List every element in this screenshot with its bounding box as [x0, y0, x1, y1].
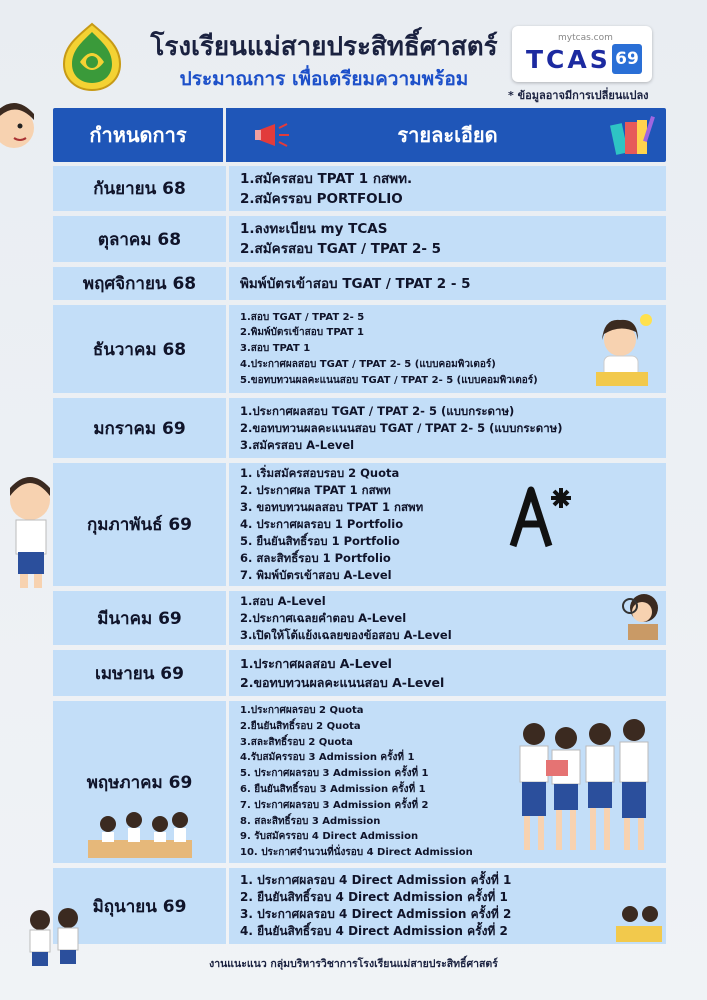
schedule-row: [53, 216, 666, 262]
detail-item: 10. ประกาศจำนวนที่นั่งรอบ 4 Direct Admission: [240, 847, 473, 859]
header-schedule: กำหนดการ: [53, 108, 226, 162]
detail-item: 2. ยืนยันสิทธิ์รอบ 4 Direct Admission ครั้งที่ 1: [240, 890, 508, 904]
disclaimer-note: * ข้อมูลอาจมีการเปลี่ยนแปลง: [508, 89, 649, 102]
students-desk-icon: [88, 806, 192, 862]
detail-item: 2.สมัครสอบ TGAT / TPAT 2- 5: [240, 241, 442, 257]
detail-item: 5. ประกาศผลรอบ 3 Admission ครั้งที่ 1: [240, 768, 429, 780]
detail-item: 1. เริ่มสมัครสอบรอบ 2 Quota: [240, 466, 400, 480]
detail-cell: [229, 650, 666, 696]
schedule-row: [53, 868, 666, 944]
detail-cell: [229, 216, 666, 262]
tcas-site: mytcas.com: [558, 33, 613, 43]
page-subtitle: ประมาณการ เพื่อเตรียมความพร้อม: [179, 68, 469, 90]
month-cell: มิถุนายน 69: [53, 868, 226, 944]
month-cell: มกราคม 69: [53, 398, 226, 458]
month-cell: ธันวาคม 68: [53, 305, 226, 393]
detail-item: 3. ประกาศผลรอบ 4 Direct Admission ครั้งที่ 2: [240, 907, 512, 921]
detail-item: 1.ประกาศผลรอบ 2 Quota: [240, 705, 364, 717]
month-cell: กุมภาพันธ์ 69: [53, 463, 226, 586]
detail-item: 4. ประกาศผลรอบ 1 Portfolio: [240, 517, 404, 531]
detail-item: 4. ยืนยันสิทธิ์รอบ 4 Direct Admission ครั้งที่ 2: [240, 924, 508, 938]
detail-item: 3.เปิดให้โต้แย้งเฉลยของข้อสอบ A-Level: [240, 627, 452, 642]
schedule-row: [53, 267, 666, 300]
month-cell: พฤศจิกายน 68: [53, 267, 226, 300]
detail-item: พิมพ์บัตรเข้าสอบ TGAT / TPAT 2 - 5: [240, 275, 471, 292]
detail-item: 3.สอบ TPAT 1: [240, 343, 311, 355]
girl-reading-icon: [590, 312, 656, 390]
books-icon: [609, 112, 659, 158]
school-logo: [58, 22, 126, 92]
detail-cell: [229, 166, 666, 211]
girl-magnifier-icon: [620, 590, 664, 642]
detail-item: 9. รับสมัครรอบ 4 Direct Admission: [240, 831, 419, 843]
detail-item: 4.ประกาศผลสอบ TGAT / TPAT 2- 5 (แบบคอมพิวเตอร์): [240, 358, 496, 370]
detail-item: 1.สมัครสอบ TPAT 1 กสพท.: [240, 170, 413, 187]
detail-item: 3.สมัครสอบ A-Level: [240, 437, 355, 452]
month-cell: มีนาคม 69: [53, 591, 226, 645]
detail-item: 2.พิมพ์บัตรเข้าสอบ TPAT 1: [240, 327, 365, 339]
month-cell: เมษายน 69: [53, 650, 226, 696]
detail-item: 8. สละสิทธิ์รอบ 3 Admission: [240, 815, 381, 827]
detail-item: 2.ยืนยันสิทธิ์รอบ 2 Quota: [240, 720, 361, 732]
tcas-number: 69: [612, 44, 642, 74]
detail-item: 7. พิมพ์บัตรเข้าสอบ A-Level: [240, 568, 392, 582]
kid-pointing-icon: [6, 466, 56, 590]
detail-item: 1.ประกาศผลสอบ TGAT / TPAT 2- 5 (แบบกระดาษ): [240, 403, 515, 418]
detail-item: 1.สอบ TGAT / TPAT 2- 5: [240, 311, 365, 323]
detail-cell: [229, 868, 666, 944]
students-group-icon: [510, 716, 656, 858]
schedule-row: [53, 305, 666, 393]
kids-reading-icon: [612, 902, 666, 946]
header-details: รายละเอียด: [397, 123, 498, 147]
kid-peek-icon: [0, 100, 40, 170]
detail-cell: [229, 267, 666, 300]
schedule-row: [53, 398, 666, 458]
footer-credit: งานแนะแนว กลุ่มบริหารวิชาการโรงเรียนแม่สายประสิทธิ์ศาสตร์: [209, 958, 498, 970]
detail-item: 2.ขอทบทวนผลคะแนนสอบ TGAT / TPAT 2- 5 (แบบกระดาษ): [240, 420, 563, 435]
tcas-label: TCAS: [526, 45, 611, 74]
schedule-row: [53, 591, 666, 645]
detail-item: 1.สอบ A-Level: [240, 593, 326, 608]
detail-item: 2.ประกาศเฉลยคำตอบ A-Level: [240, 610, 407, 625]
detail-item: 6. ยืนยันสิทธิ์รอบ 3 Admission ครั้งที่ 1: [240, 784, 426, 795]
detail-item: 1. ประกาศผลรอบ 4 Direct Admission ครั้งที่ 1: [240, 873, 512, 887]
detail-cell: [229, 591, 666, 645]
a-plus-icon: [505, 482, 577, 554]
detail-item: 5.ขอทบทวนผลคะแนนสอบ TGAT / TPAT 2- 5 (แบบคอมพิวเตอร์): [240, 374, 538, 386]
detail-item: 7. ประกาศผลรอบ 3 Admission ครั้งที่ 2: [240, 799, 429, 811]
schedule-row: [53, 166, 666, 211]
month-cell: พฤษภาคม 69: [53, 701, 226, 863]
detail-item: 1.ลงทะเบียน my TCAS: [240, 221, 388, 237]
detail-item: 3.สละสิทธิ์รอบ 2 Quota: [240, 736, 353, 748]
schedule-row: [53, 650, 666, 696]
detail-item: 5. ยืนยันสิทธิ์รอบ 1 Portfolio: [240, 534, 400, 548]
detail-item: 6. สละสิทธิ์รอบ 1 Portfolio: [240, 551, 391, 565]
month-cell: ตุลาคม 68: [53, 216, 226, 262]
detail-item: 3. ขอทบทวนผลสอบ TPAT 1 กสพท: [240, 500, 424, 514]
month-cell: กันยายน 68: [53, 166, 226, 211]
school-title: โรงเรียนแม่สายประสิทธิ์ศาสตร์: [150, 32, 498, 62]
tcas-badge: [512, 26, 652, 82]
detail-item: 2.สมัครรอบ PORTFOLIO: [240, 190, 403, 207]
detail-item: 2. ประกาศผล TPAT 1 กสพท: [240, 483, 391, 497]
detail-item: 1.ประกาศผลสอบ A-Level: [240, 656, 392, 671]
detail-item: 2.ขอทบทวนผลคะแนนสอบ A-Level: [240, 675, 445, 690]
table-header: [53, 108, 666, 162]
detail-item: 4.รับสมัครรอบ 3 Admission ครั้งที่ 1: [240, 752, 415, 764]
detail-cell: [229, 398, 666, 458]
detail-cell: [229, 463, 666, 586]
